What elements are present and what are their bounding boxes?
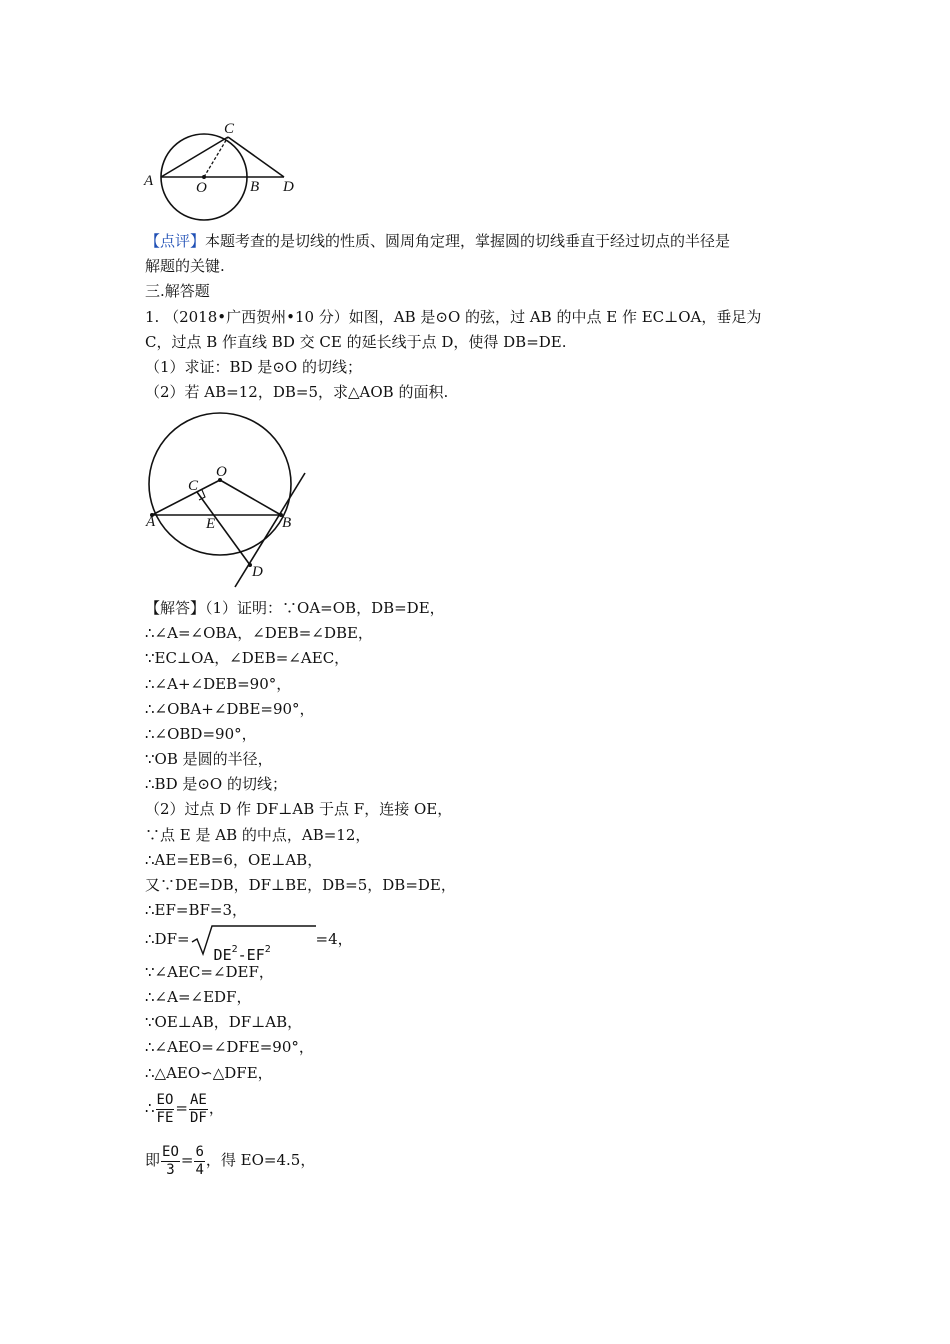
label-a: A <box>144 173 154 189</box>
fraction-eo-3 <box>161 1144 180 1179</box>
solution-line: ∴∠AEO=∠DFE=90°， <box>145 1038 314 1056</box>
solution-line: 【解答】（1）证明：∵OA=OB，DB=DE， <box>145 599 445 617</box>
problem-line-1: 1. （2018•广西贺州•10 分）如图，AB 是⊙O 的弦，过 AB 的中点 E 作 EC⊥OA，垂足为 <box>145 308 762 326</box>
formula-df-prefix: ∴DF= <box>145 930 190 948</box>
final-suffix: ，得 EO=4.5， <box>205 1151 316 1169</box>
numerator: 6 <box>195 1143 204 1160</box>
solution-line: 又∵DE=DB，DF⊥BE，DB=5，DB=DE， <box>145 876 456 894</box>
formula-final-line <box>145 1140 315 1180</box>
radicand-de: DE <box>213 946 232 964</box>
numerator: EO <box>162 1143 179 1160</box>
circle-o <box>149 413 291 555</box>
solution-line: ∴△AEO∽△DFE， <box>145 1064 273 1082</box>
label-b: B <box>250 179 260 195</box>
label-c: C <box>224 121 235 137</box>
label-d: D <box>252 564 263 580</box>
problem-part-2: （2）若 AB=12，DB=5，求△AOB 的面积. <box>145 383 449 401</box>
label-a: A <box>146 514 156 530</box>
tangent-bd <box>235 473 305 587</box>
solution-line: ∴BD 是⊙O 的切线； <box>145 775 287 793</box>
ratio-equals: = <box>175 1099 188 1117</box>
formula-df-line <box>145 923 353 964</box>
final-equals: = <box>180 1151 194 1169</box>
solution-line: ∴∠OBD=90°， <box>145 725 257 743</box>
solution-line: ∵EC⊥OA，∠DEB=∠AEC， <box>145 649 350 667</box>
solution-line: ∴∠OBA+∠DBE=90°， <box>145 700 315 718</box>
fraction-eo-fe <box>156 1092 175 1127</box>
solution-line: ∴∠A=∠EDF， <box>145 988 252 1006</box>
sqrt-expression <box>190 924 316 964</box>
ratio-prefix: ∴ <box>145 1099 155 1117</box>
denominator: 3 <box>166 1161 175 1178</box>
formula-ratio-line <box>145 1088 224 1128</box>
comment-line-2: 解题的关键. <box>145 257 225 275</box>
fraction-ae-df <box>189 1092 208 1127</box>
label-o: O <box>196 180 207 196</box>
denominator: DF <box>189 1109 207 1126</box>
problem-line-2: C，过点 B 作直线 BD 交 CE 的延长线于点 D，使得 DB=DE. <box>145 333 567 351</box>
label-e: E <box>206 516 216 532</box>
comment-text-1: 本题考查的是切线的性质、圆周角定理，掌握圆的切线垂直于经过切点的半径是 <box>205 232 731 250</box>
solution-line: ∵OE⊥AB，DF⊥AB， <box>145 1013 303 1031</box>
ratio-suffix: ， <box>208 1099 224 1117</box>
radicand-minus: - <box>237 946 247 964</box>
problem-part-1: （1）求证：BD 是⊙O 的切线； <box>145 358 362 376</box>
formula-df-suffix: =4， <box>315 930 353 948</box>
segment-oc-dashed <box>204 137 228 177</box>
exp-de: 2 <box>231 944 238 955</box>
label-b: B <box>282 515 292 531</box>
comment-line-1 <box>145 231 730 251</box>
solution-line: ∵点 E 是 AB 的中点，AB=12， <box>145 826 371 844</box>
numerator: AE <box>189 1091 207 1108</box>
label-d: D <box>283 179 294 195</box>
section-title: 三.解答题 <box>145 282 210 300</box>
tangent-cd <box>228 137 284 177</box>
denominator: FE <box>156 1109 174 1126</box>
numerator: EO <box>156 1091 174 1108</box>
label-c: C <box>188 478 199 494</box>
point-o <box>202 175 206 179</box>
figure-circle-tangent-2 <box>140 404 315 590</box>
radicand-ef: EF <box>246 946 265 964</box>
comment-tag: 【点评】 <box>145 232 206 250</box>
solution-line: ∴∠A+∠DEB=90°， <box>145 675 292 693</box>
label-o: O <box>216 464 227 480</box>
solution-line: ∴∠A=∠OBA，∠DEB=∠DBE， <box>145 624 373 642</box>
solution-line: ∵OB 是圆的半径， <box>145 750 273 768</box>
denominator: 4 <box>195 1161 204 1178</box>
final-prefix: 即 <box>145 1151 161 1169</box>
fraction-6-4 <box>194 1144 204 1179</box>
exp-ef: 2 <box>264 944 271 955</box>
solution-line: ∵∠AEC=∠DEF， <box>145 963 274 981</box>
solution-line: （2）过点 D 作 DF⊥AB 于点 F，连接 OE， <box>145 800 453 818</box>
solution-line: ∴AE=EB=6，OE⊥AB， <box>145 851 323 869</box>
chord-ac <box>161 137 228 177</box>
radius-ob <box>220 480 281 515</box>
figure-circle-tangent-1 <box>138 118 308 226</box>
solution-line: ∴EF=BF=3， <box>145 901 248 919</box>
